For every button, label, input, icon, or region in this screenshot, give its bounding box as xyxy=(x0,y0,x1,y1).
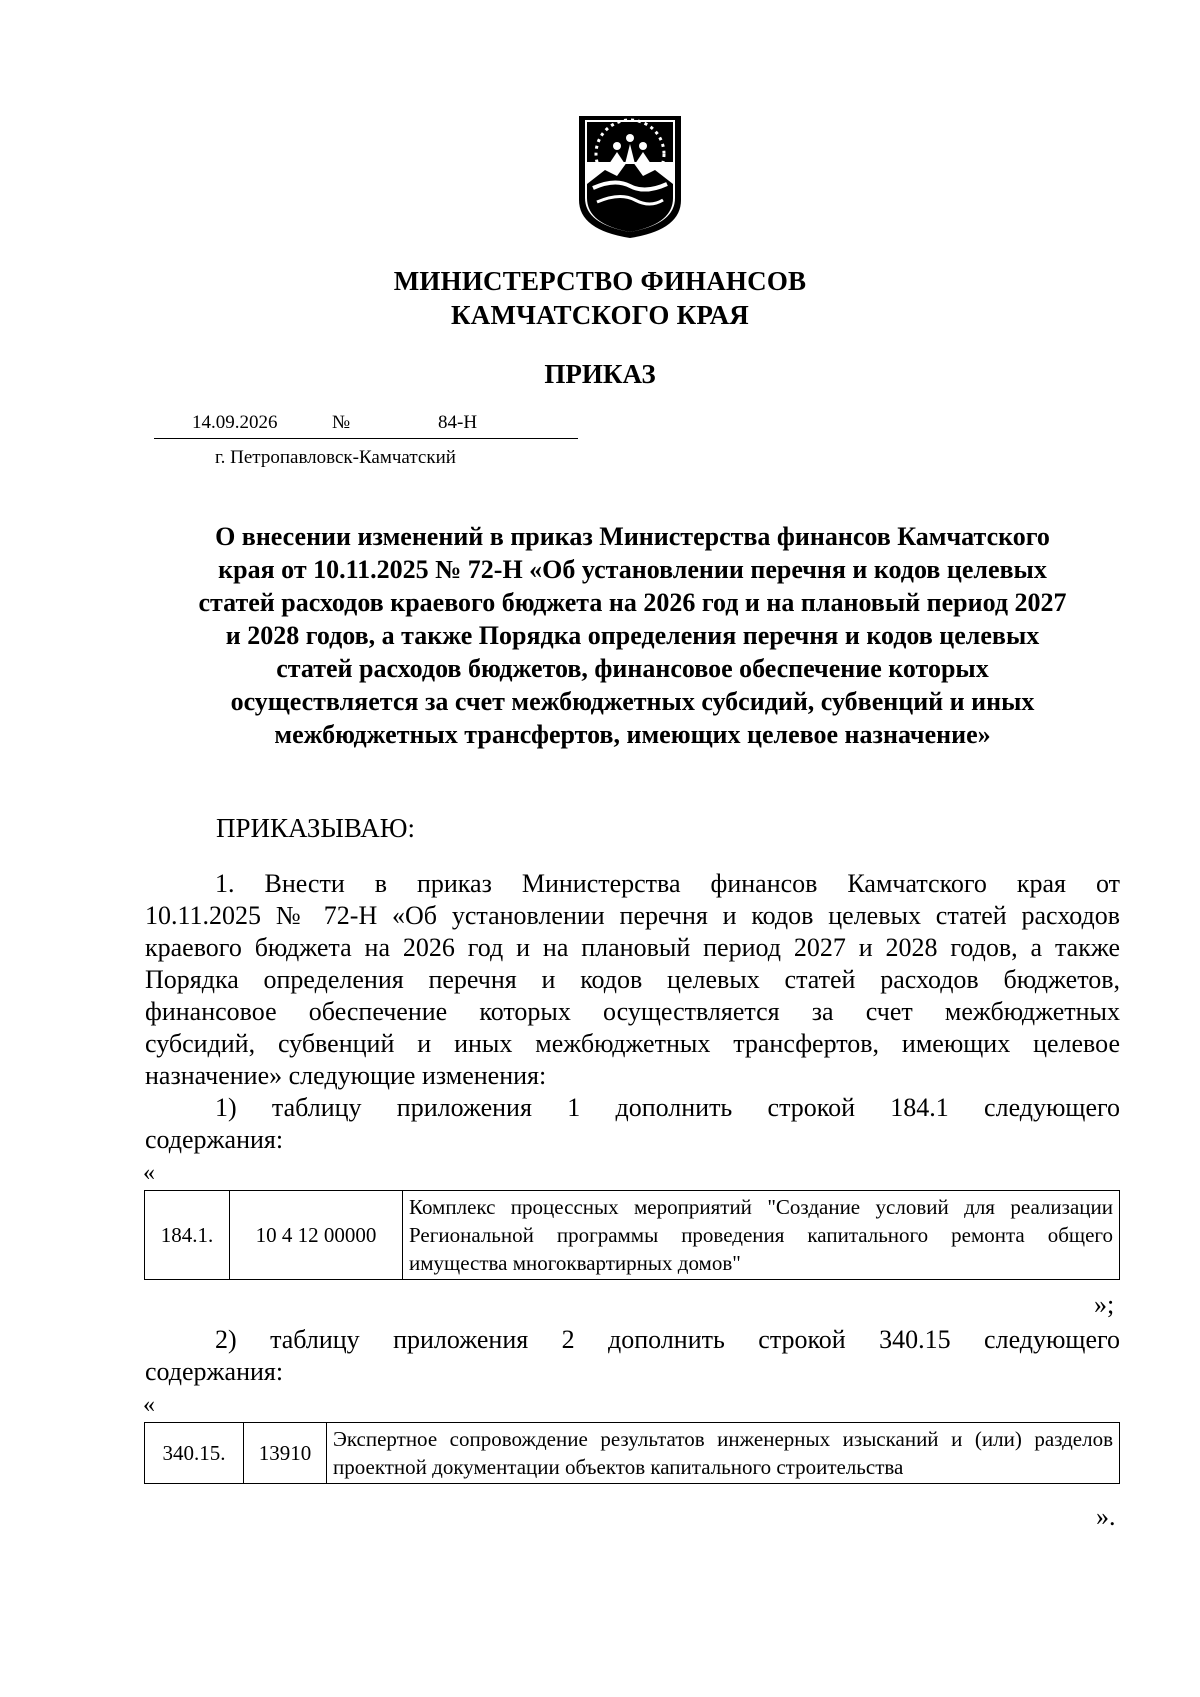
order-subject xyxy=(165,520,1100,751)
date-number-line xyxy=(154,412,578,439)
document-type: ПРИКАЗ xyxy=(544,359,656,389)
open-quote: « xyxy=(143,1392,155,1418)
subject-line: статей расходов бюджетов, финансовое обеспечение которых xyxy=(276,654,989,683)
subject-line: межбюджетных трансфертов, имеющих целевое назначение» xyxy=(274,720,991,749)
ministry-name-line1: МИНИСТЕРСТВО ФИНАНСОВ xyxy=(393,266,807,296)
item-2-line: 2) таблицу приложения 2 дополнить строкой 340.15 следующего xyxy=(215,1325,1120,1354)
row-description: Комплекс процессных мероприятий "Создание условий для реализации Региональной программы проведения капитального ремонта общего имущества многоквартирных домов" xyxy=(403,1191,1120,1280)
table-appendix-2-row xyxy=(144,1422,1120,1484)
ministry-name-line2: КАМЧАТСКОГО КРАЯ xyxy=(451,300,749,330)
close-quote: »; xyxy=(1094,1290,1115,1319)
target-code: 13910 xyxy=(244,1423,327,1484)
ministry-name xyxy=(0,264,1200,332)
paragraph-1-line: субсидий, субвенций и иных межбюджетных трансфертов, имеющих целевое xyxy=(145,1029,1120,1058)
table-row xyxy=(145,1191,1120,1280)
order-number: 84-Н xyxy=(438,412,478,433)
table-appendix-1-row xyxy=(144,1190,1120,1280)
row-description: Экспертное сопровождение результатов инженерных изысканий и (или) разделов проектной документации объектов капитального строительства xyxy=(327,1423,1120,1484)
paragraph-1-line: Порядка определения перечня и кодов целевых статей расходов бюджетов, xyxy=(145,965,1120,994)
order-date: 14.09.2026 xyxy=(192,412,278,433)
paragraph-1-line: краевого бюджета на 2026 год и на плановый период 2027 и 2028 годов, а также xyxy=(145,933,1120,962)
subject-line: и 2028 годов, а также Порядка определения перечня и кодов целевых xyxy=(225,621,1040,650)
paragraph-1-line: 10.11.2025 № 72-Н «Об установлении перечня и кодов целевых статей расходов xyxy=(145,901,1120,930)
table-row xyxy=(145,1423,1120,1484)
paragraph-1-line: финансовое обеспечение которых осуществляется за счет межбюджетных xyxy=(145,997,1120,1026)
open-quote: « xyxy=(143,1160,155,1186)
row-number: 184.1. xyxy=(145,1191,230,1280)
close-quote: ». xyxy=(1096,1502,1116,1531)
subject-line: края от 10.11.2025 № 72-Н «Об установлении перечня и кодов целевых xyxy=(218,555,1047,584)
paragraph-1-line: назначение» следующие изменения: xyxy=(145,1061,547,1090)
order-directive: ПРИКАЗЫВАЮ: xyxy=(216,813,415,843)
item-1-line: содержания: xyxy=(145,1125,284,1154)
row-number: 340.15. xyxy=(145,1423,244,1484)
item-1-line: 1) таблицу приложения 1 дополнить строкой 184.1 следующего xyxy=(215,1093,1120,1122)
kamchatka-coat-of-arms-icon xyxy=(575,112,685,240)
subject-line: осуществляется за счет межбюджетных субсидий, субвенций и иных xyxy=(230,687,1035,716)
subject-line: О внесении изменений в приказ Министерства финансов Камчатского xyxy=(215,522,1050,551)
item-2-line: содержания: xyxy=(145,1357,284,1386)
number-sign: № xyxy=(332,412,351,433)
city: г. Петропавловск-Камчатский xyxy=(215,447,456,468)
subject-line: статей расходов краевого бюджета на 2026 год и на плановый период 2027 xyxy=(198,588,1067,617)
target-code: 10 4 12 00000 xyxy=(230,1191,403,1280)
paragraph-1-line: 1. Внести в приказ Министерства финансов Камчатского края от xyxy=(215,869,1120,898)
